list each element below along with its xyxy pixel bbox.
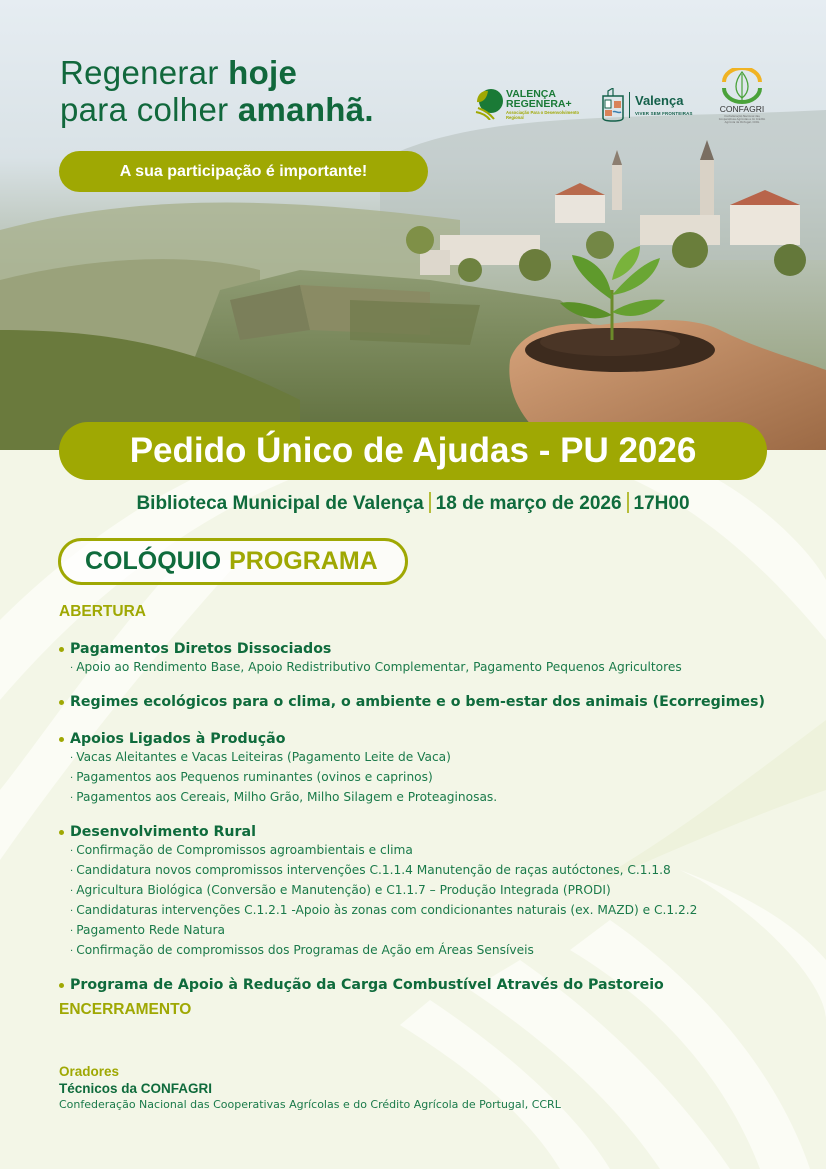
list-item: · Confirmação de Compromissos agroambientais e clima	[70, 843, 413, 857]
list-item: · Confirmação de compromissos dos Programas de Ação em Áreas Sensíveis	[70, 943, 534, 957]
dot-icon: ·	[70, 793, 74, 804]
bullet-icon	[59, 700, 64, 705]
dot-icon: ·	[70, 906, 74, 917]
bullet-icon	[59, 830, 64, 835]
list-item: · Pagamento Rede Natura	[70, 923, 225, 937]
speakers-organization: Confederação Nacional das Cooperativas Agrícolas e do Crédito Agrícola de Portugal, CCRL	[59, 1098, 561, 1111]
dot-icon: ·	[70, 846, 74, 857]
regenera-tagline: Associação Para o Desenvolvimento Regional	[506, 110, 580, 120]
castle-crest-icon	[600, 88, 626, 122]
program-group: Pagamentos Diretos Dissociados · Apoio ao Rendimento Base, Apoio Redistributivo Complementar, Pagamento Pequenos Agricultores	[59, 640, 799, 678]
closing-heading: ENCERRAMENTO	[59, 1001, 192, 1018]
dot-icon: ·	[70, 663, 74, 674]
separator	[429, 492, 431, 513]
logo-municipio-valenca	[600, 88, 700, 124]
bullet-icon	[59, 737, 64, 742]
tree-circle-logo-icon	[712, 68, 772, 104]
speakers-name: Técnicos da CONFAGRI	[59, 1081, 213, 1096]
bullet-icon	[59, 647, 64, 652]
program-group: Apoios Ligados à Produção · Vacas Aleitantes e Vacas Leiteiras (Pagamento Leite de Vaca) · Pagamentos aos Pequenos ruminantes (ovinos e caprinos) · Pagamentos aos Cereais, Milho Grão, Milho Silagem e Proteaginosas.	[59, 730, 799, 808]
confagri-tagline: Confederação Nacional das Cooperativas Agrícolas e do Crédito Agrícola de Portugal, CCRL	[718, 115, 766, 124]
separator	[627, 492, 629, 513]
dot-icon: ·	[70, 926, 74, 937]
bullet-icon	[59, 983, 64, 988]
valenca-wordmark: Valença	[635, 93, 684, 108]
headline-line-1: Regenerar hoje	[60, 54, 298, 91]
opening-heading: ABERTURA	[59, 603, 146, 620]
event-date: 18 de março de 2026	[435, 493, 622, 514]
list-item: · Candidatura novos compromissos intervenções C.1.1.4 Manutenção de raças autóctones, C.1.1.8	[70, 863, 671, 877]
confagri-wordmark: CONFAGRI	[719, 104, 765, 114]
logo-confagri	[712, 68, 772, 124]
program-heading: COLÓQUIO PROGRAMA	[58, 538, 408, 585]
headline-line-2: para colher amanhã.	[60, 91, 374, 128]
dot-icon: ·	[70, 773, 74, 784]
valenca-tagline: VIVER SEM FRONTEIRAS	[635, 111, 693, 116]
event-title: Pedido Único de Ajudas - PU 2026	[129, 431, 697, 470]
list-item: · Vacas Aleitantes e Vacas Leiteiras (Pagamento Leite de Vaca)	[70, 750, 451, 764]
dot-icon: ·	[70, 886, 74, 897]
program-group: Desenvolvimento Rural · Confirmação de Compromissos agroambientais e clima · Candidatura novos compromissos intervenções C.1.1.4 Manutenção de raças autóctones, C.1.1.8 · Agricultura Biológica (Conversão e Manutenção) e C1.1.7 – Produção Integrada (PRODI) · Candidaturas intervenções C.1.2.1 -Apoio às zonas com condicionantes naturais (ex. MAZD) e C.1.2.2 · Pagamento Rede Natura · Confirmação de compromissos dos Programas de Ação em Áreas Sensíveis	[59, 823, 799, 961]
event-venue: Biblioteca Municipal de Valença	[136, 493, 424, 514]
dot-icon: ·	[70, 866, 74, 877]
event-details	[0, 492, 826, 515]
logo-divider	[629, 92, 630, 118]
leaf-wheat-logo-icon	[474, 88, 504, 120]
speakers-section	[59, 1063, 561, 1112]
list-item: · Apoio ao Rendimento Base, Apoio Redistributivo Complementar, Pagamento Pequenos Agricultores	[70, 660, 682, 674]
program-items	[59, 640, 799, 1007]
dot-icon: ·	[70, 753, 74, 764]
program-group: Programa de Apoio à Redução da Carga Combustível Através do Pastoreio	[59, 976, 799, 994]
event-time: 17H00	[633, 493, 690, 514]
event-title-banner	[59, 422, 767, 480]
logo-valenca-regenera	[474, 88, 586, 124]
list-item: · Pagamentos aos Pequenos ruminantes (ovinos e caprinos)	[70, 770, 433, 784]
regenera-wordmark: VALENÇA REGENERA+	[506, 88, 572, 110]
headline	[60, 54, 374, 128]
dot-icon: ·	[70, 946, 74, 957]
list-item: · Agricultura Biológica (Conversão e Manutenção) e C1.1.7 – Produção Integrada (PRODI)	[70, 883, 611, 897]
speakers-label: Oradores	[59, 1064, 120, 1079]
participation-callout: A sua participação é importante!	[59, 151, 428, 192]
program-group: Regimes ecológicos para o clima, o ambiente e o bem-estar dos animais (Ecorregimes)	[59, 693, 799, 711]
list-item: · Pagamentos aos Cereais, Milho Grão, Milho Silagem e Proteaginosas.	[70, 790, 498, 804]
partner-logos	[472, 68, 772, 128]
list-item: · Candidaturas intervenções C.1.2.1 -Apoio às zonas com condicionantes naturais (ex. MAZD) e C.1.2.2	[70, 903, 698, 917]
